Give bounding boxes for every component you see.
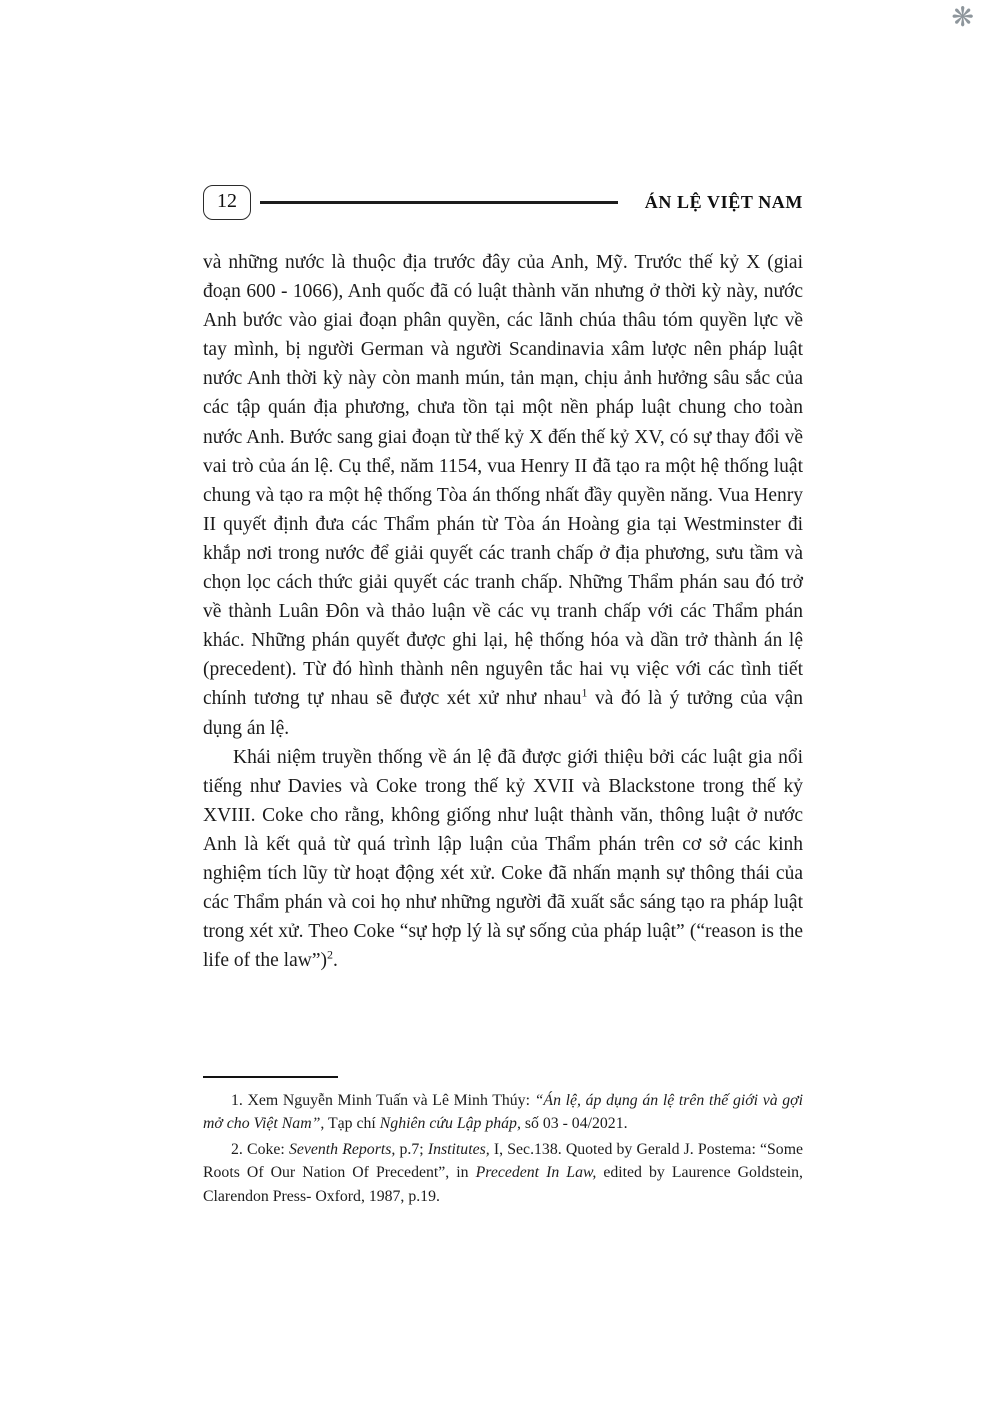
page-body — [203, 248, 803, 975]
footnote-2-work-1: Seventh Reports, — [288, 1140, 396, 1158]
footnote-1-article-title: “Án lệ, áp dụng án lệ trên thế giới và gợi mở cho Việt Nam” — [203, 1092, 804, 1133]
body-paragraph-2 — [203, 743, 803, 976]
footnotes-section — [203, 1076, 803, 1210]
footnote-2-work-3: Precedent In Law, — [475, 1164, 597, 1182]
footnote-2-tail: edited by Laurence Goldstein, Clarendon Press- Oxford, 1987, p.19. — [203, 1164, 803, 1205]
footnote-1-journal: Nghiên cứu Lập pháp, — [379, 1115, 521, 1133]
footnote-2 — [203, 1138, 803, 1208]
footnote-2-mid-1: p.7; — [395, 1140, 428, 1158]
paragraph-1-text-tail: và đó là ý tưởng của vận dụng án lệ. — [203, 688, 803, 739]
paragraph-2-text-tail: . — [332, 950, 338, 972]
footnote-1 — [203, 1089, 803, 1136]
footnote-2-work-2: Institutes, — [427, 1140, 490, 1158]
running-title: ÁN LỆ VIỆT NAM — [644, 192, 803, 212]
page-number: 12 — [203, 185, 251, 220]
footnote-1-authors: Xem Nguyễn Minh Tuấn và Lê Minh Thúy: — [247, 1092, 535, 1109]
footnote-1-label: 1. — [231, 1092, 248, 1109]
footnote-2-author: Coke: — [247, 1140, 289, 1158]
footnote-separator — [203, 1076, 338, 1078]
footnote-1-mid: , Tạp chí — [320, 1115, 380, 1133]
body-paragraph-1 — [203, 248, 803, 743]
paragraph-1-text: và những nước là thuộc địa trước đây của Anh, Mỹ. Trước thế kỷ X (giai đoạn 600 - 1066), Anh quốc đã có luật thành văn nhưng ở thời kỳ này, nước Anh bước vào giai đoạn phân quyền, các lãnh chúa thâu tóm quyền lực về tay mình, bị người German và người Scandinavia xâm lược nên pháp luật nước Anh thời kỳ này còn manh mún, tản mạn, chịu ảnh hưởng sâu sắc của các tập quán địa phương, chưa tồn tại một nền pháp luật chung cho toàn nước Anh. Bước sang giai đoạn từ thế kỷ X đến thế kỷ XV, có sự thay đổi về vai trò của án lệ. Cụ thể, năm 1154, vua Henry II đã tạo ra một hệ thống luật chung và tạo ra một hệ thống Tòa án thống nhất đầy quyền năng. Vua Henry II quyết định đưa các Thẩm phán từ Tòa án Hoàng gia tại Westminster đi khắp nơi trong nước để giải quyết các tranh chấp ở địa phương, sưu tầm và chọn lọc cách thức giải quyết các tranh chấp. Những Thẩm phán sau đó trở về thành Luân Đôn và thảo luận về các vụ tranh chấp với các Thẩm phán khác. Những phán quyết được ghi lại, hệ thống hóa và dần trở thành án lệ (precedent). Từ đó hình thành nên nguyên tắc hai vụ việc với các tình tiết chính tương tự nhau sẽ được xét xử như nhau — [203, 252, 803, 710]
footnote-2-label: 2. — [231, 1140, 248, 1158]
flower-ornament-icon: ❋ — [951, 2, 974, 32]
page-header — [203, 185, 803, 220]
footnote-1-tail: số 03 - 04/2021. — [520, 1115, 628, 1133]
footnote-2-mid-2: I, Sec.138. Quoted by Gerald J. Postema: “Some Roots Of Our Nation Of Precedent”, in — [203, 1140, 803, 1182]
paragraph-2-text: Khái niệm truyền thống về án lệ đã được giới thiệu bởi các luật gia nổi tiếng như Davies và Coke trong thế kỷ XVII và Blackstone trong thế kỷ XVIII. Coke cho rằng, không giống như luật thành văn, thông luật ở nước Anh là kết quả từ quá trình lập luận của Thẩm phán trên cơ sở các kinh nghiệm tích lũy từ hoạt động xét xử. Coke đã nhấn mạnh sự thông thái của các Thẩm phán và coi họ như những người đã xuất sắc sáng tạo ra pháp luật trong xét xử. Theo Coke “sự hợp lý là sự sống của pháp luật” (“reason is the life of the law”) — [203, 746, 803, 972]
footnote-ref-2: 2 — [326, 947, 333, 962]
footnote-ref-1: 1 — [581, 685, 588, 700]
header-rule — [260, 201, 618, 203]
